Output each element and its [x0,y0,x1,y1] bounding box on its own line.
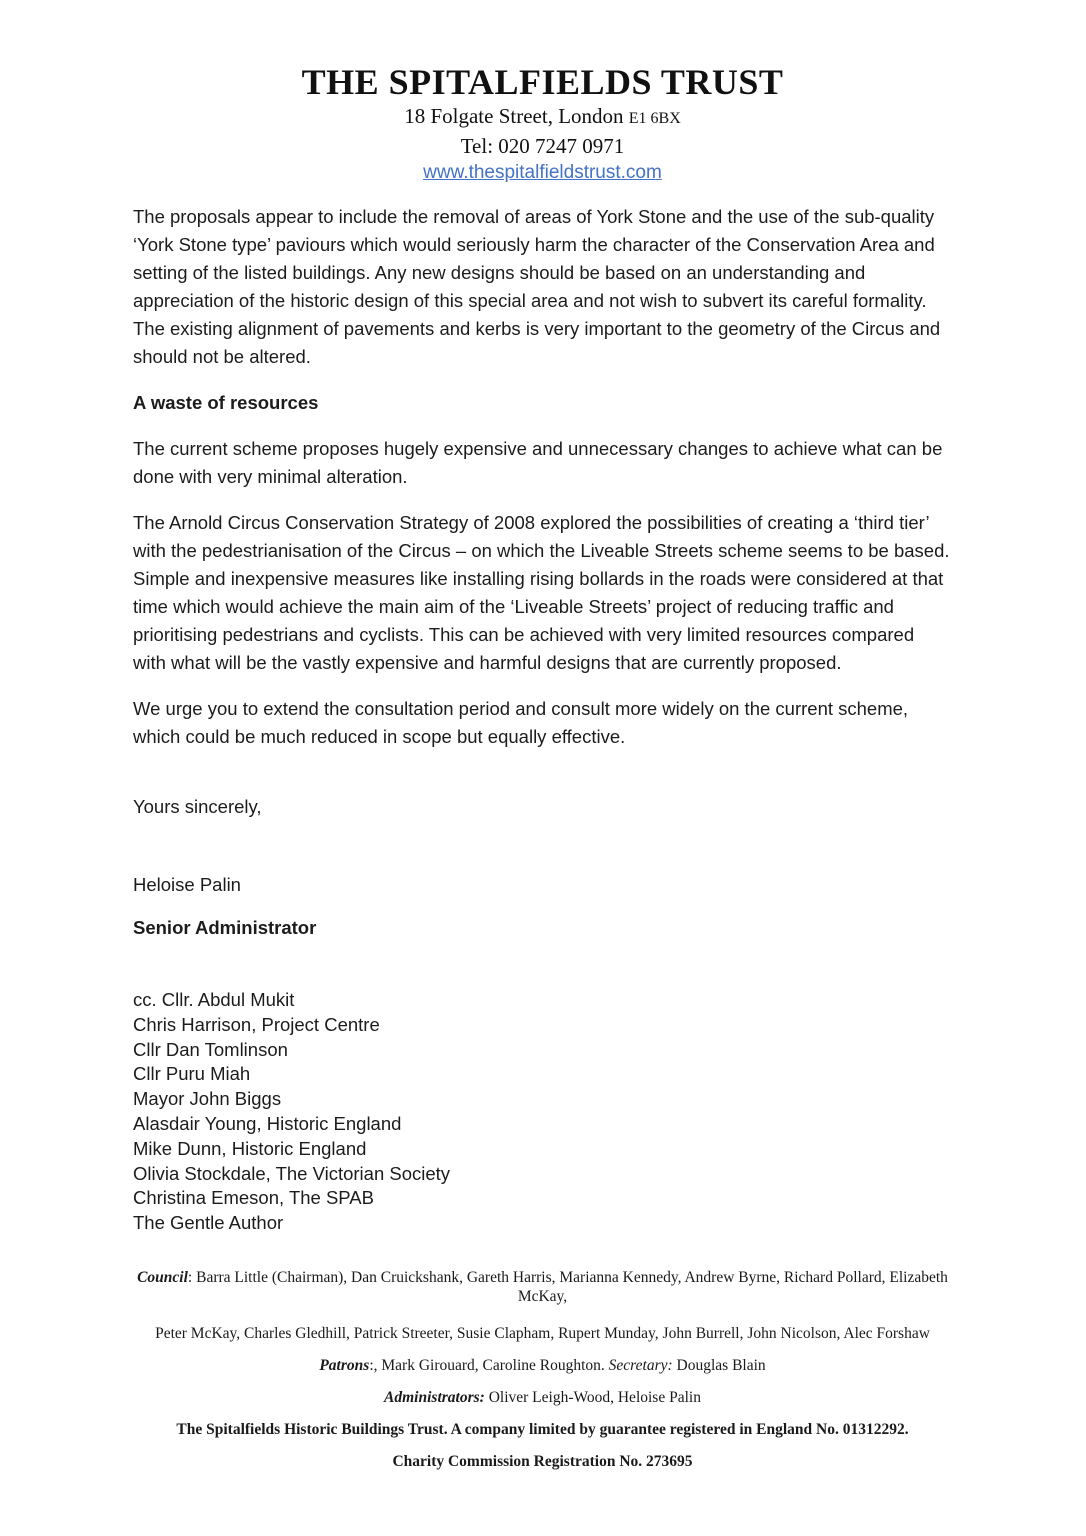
council-label: Council [137,1268,188,1286]
org-phone: Tel: 020 7247 0971 [460,134,625,158]
footer-council-line-2: Peter McKay, Charles Gledhill, Patrick Streeter, Susie Clapham, Rupert Munday, John Burrell, John Nicolson, Alec Forshaw [155,1324,930,1342]
cc-list-item: Mayor John Biggs [133,1088,282,1110]
paragraph-current-scheme: The current scheme proposes hugely expensive and unnecessary changes to achieve what can be done with very minimal alteration. [133,438,943,487]
cc-list-item: Olivia Stockdale, The Victorian Society [133,1162,451,1184]
cc-list-item: cc. Cllr. Abdul Mukit [133,989,295,1010]
closing-salutation: Yours sincerely, [133,796,262,817]
org-address-postcode: E1 6BX [628,110,681,127]
org-address-street: 18 Folgate Street, London [404,104,629,128]
secretary-label: Secretary: [608,1356,673,1374]
cc-list-item: Alasdair Young, Historic England [133,1112,402,1134]
footer-council-line [133,1268,952,1306]
org-title: THE SPITALFIELDS TRUST [301,62,784,102]
patrons-names: :, Mark Girouard, Caroline Roughton. [369,1356,609,1374]
secretary-name: Douglas Blain [672,1356,766,1374]
footer-patrons-line [133,1356,952,1375]
signatory-title: Senior Administrator [133,917,317,938]
administrators-label: Administrators: [384,1388,485,1406]
footer-company-registration: The Spitalfields Historic Buildings Trust. A company limited by guarantee registered in England No. 01312292. [176,1420,909,1438]
administrators-names: Oliver Leigh-Wood, Heloise Palin [484,1388,701,1406]
patrons-label: Patrons [319,1356,370,1374]
council-members-1: : Barra Little (Chairman), Dan Cruickshank, Gareth Harris, Marianna Kennedy, Andrew Byrne, Richard Pollard, Elizabeth McKay, [187,1268,948,1305]
paragraph-urge-consultation: We urge you to extend the consultation period and consult more widely on the current scheme, which could be much reduced in scope but equally effective. [133,698,909,747]
signatory-name: Heloise Palin [133,874,241,895]
cc-list-item: Chris Harrison, Project Centre [133,1013,380,1035]
cc-list-item: The Gentle Author [133,1212,284,1234]
cc-list-item: Cllr Dan Tomlinson [133,1038,288,1060]
cc-list-item: Christina Emeson, The SPAB [133,1187,374,1209]
cc-list-item: Cllr Puru Miah [133,1063,251,1085]
letter-body [133,203,952,1236]
org-address [133,102,952,133]
paragraph-proposals: The proposals appear to include the removal of areas of York Stone and the use of the sub-quality ‘York Stone type’ paviours which would seriously harm the character of the Conservation Area and setting of the listed buildings. Any new designs should be based on an understanding and appreciation of the historic design of this special area and not wish to subvert its careful formality. The existing alignment of pavements and kerbs is very important to the geometry of the Circus and should not be altered. [133,206,941,367]
letterhead [133,62,952,186]
footer-administrators-line [133,1388,952,1407]
letter-footer [133,1268,952,1471]
paragraph-arnold-circus: The Arnold Circus Conservation Strategy of 2008 explored the possibilities of creating a ‘third tier’ with the pedestrianisation of the Circus – on which the Liveable Streets scheme seems to be based. Simple and inexpensive measures like installing rising bollards in the roads were considered at that time which would achieve the main aim of the ‘Liveable Streets’ project of reducing traffic and prioritising pedestrians and cyclists. This can be achieved with very limited resources compared with what will be the vastly expensive and harmful designs that are currently proposed. [133,512,950,673]
cc-list-item: Mike Dunn, Historic England [133,1137,367,1159]
cc-list [133,988,952,1236]
website-link[interactable]: www.thespitalfieldstrust.com [423,162,662,183]
footer-charity-registration: Charity Commission Registration No. 273695 [392,1452,693,1470]
section-heading-waste-of-resources: A waste of resources [133,392,319,413]
